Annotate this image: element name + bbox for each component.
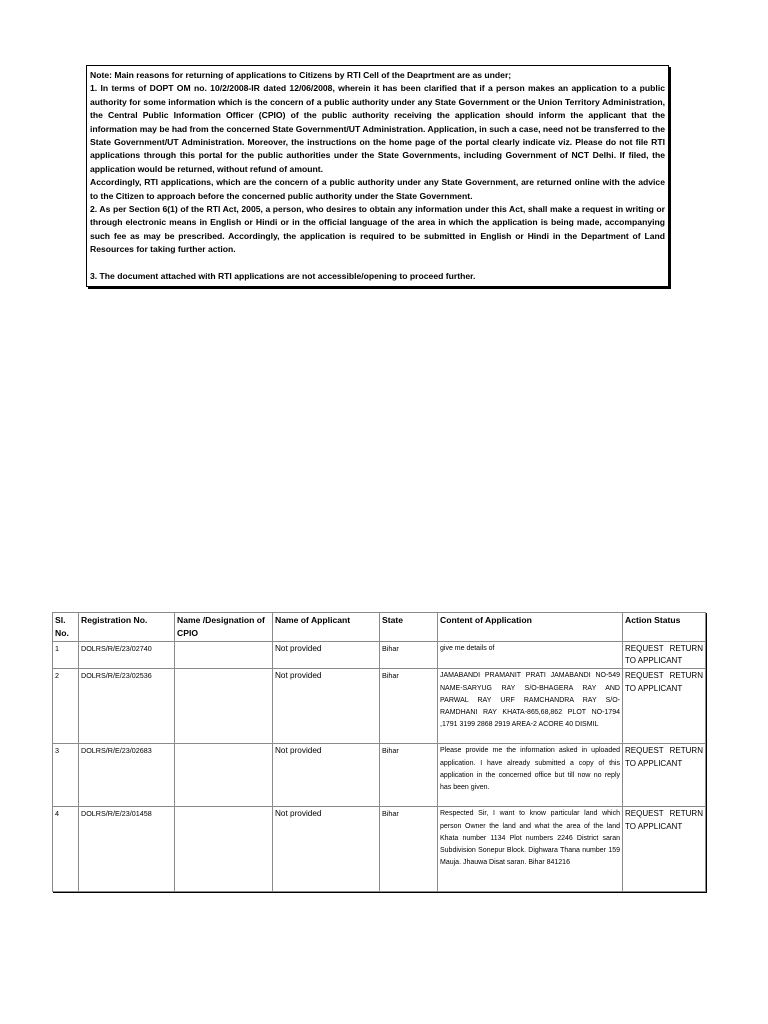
cell-state: Bihar <box>380 744 438 807</box>
cell-content: Respected Sir, I want to know particular land which person Owner the land and what the area of the land Khata number 1134 Plot numbers 2246 District saran Subdivision Sonepur Block. Dighwara Thana number 159 Mauja. Jhauwa Disat saran. Bihar 841216 <box>438 807 623 892</box>
note-point-3: 3. The document attached with RTI applications are not accessible/opening to proceed further. <box>90 271 476 282</box>
note-point-2: 2. As per Section 6(1) of the RTI Act, 2005, a person, who desires to obtain any information under this Act, shall make a request in writing or through electronic means in English or Hindi or in the official language of the area in which the application is being made, accompanying such fee as may be prescribed. Accordingly, the application is required to be submitted in English or Hindi in the Department of Land Resources for taking further action. <box>90 204 665 255</box>
cell-action-status: REQUEST RETURN TO APPLICANT <box>623 807 706 892</box>
header-action-status: Action Status <box>623 613 706 642</box>
cell-content: JAMABANDI PRAMANIT PRATI JAMABANDI NO-549 NAME-SARYUG RAY S/O-BHAGERA RAY AND PARWAL RAY URF RAMCHANDRA RAY S/O- RAMDHANI RAY KHATA-865,68,862 PLOT NO-1794 ,1791 3199 2868 2919 AREA-2 ACORE 40 DISMIL <box>438 669 623 744</box>
header-sl-no: Sl. No. <box>53 613 79 642</box>
cell-registration-no: DOLRS/R/E/23/02536 <box>79 669 175 744</box>
cell-content: Please provide me the information asked in uploaded application. I have already submitted a copy of this application in the concerned office but till now no reply has been given. <box>438 744 623 807</box>
rti-applications-table <box>52 612 706 892</box>
cell-applicant: Not provided <box>273 744 380 807</box>
cell-sl-no: 1 <box>53 642 79 669</box>
header-applicant: Name of Applicant <box>273 613 380 642</box>
note-heading: Note: Main reasons for returning of applications to Citizens by RTI Cell of the Deaprtment are as under; <box>90 70 512 80</box>
cell-applicant: Not provided <box>273 807 380 892</box>
cell-action-status: REQUEST RETURN TO APPLICANT <box>623 669 706 744</box>
note-point-1-followup: Accordingly, RTI applications, which are the concern of a public authority under any State Government, are returned online with the advice to the Citizen to approach before the concerned public authority under the State Government. <box>90 177 665 201</box>
cell-state: Bihar <box>380 669 438 744</box>
header-registration-no: Registration No. <box>79 613 175 642</box>
rti-return-reasons-note <box>86 65 669 287</box>
cell-cpio <box>175 807 273 892</box>
table-header-row <box>53 613 706 642</box>
cell-registration-no: DOLRS/R/E/23/02683 <box>79 744 175 807</box>
header-cpio: Name /Designation of CPIO <box>175 613 273 642</box>
note-point-1: 1. In terms of DOPT OM no. 10/2/2008-IR dated 12/06/2008, wherein it has been clarified that if a person makes an application to a public authority for some information which is the concern of a public authority under any State Government or the Union Territory Administration, the Central Public Information Officer (CPIO) of the public authority receiving the application should inform the applicant that the information may be had from the concerned State Government/UT Administration. Application, in such a case, need not be transferred to the State Government/UT Administration. Moreover, the instructions on the home page of the portal clearly indicate viz. Please do not file RTI applications through this portal for the public authorities under the State Governments, including Government of NCT Delhi. If filed, the application would be returned, without refund of amount. <box>90 83 665 174</box>
cell-state: Bihar <box>380 807 438 892</box>
cell-state: Bihar <box>380 642 438 669</box>
cell-applicant: Not provided <box>273 642 380 669</box>
cell-sl-no: 4 <box>53 807 79 892</box>
cell-content: give me details of <box>438 642 623 669</box>
cell-cpio <box>175 642 273 669</box>
cell-action-status: REQUEST RETURN TO APPLICANT <box>623 642 706 669</box>
cell-registration-no: DOLRS/R/E/23/01458 <box>79 807 175 892</box>
cell-cpio <box>175 744 273 807</box>
table-row <box>53 642 706 669</box>
header-state: State <box>380 613 438 642</box>
table-row <box>53 807 706 892</box>
cell-applicant: Not provided <box>273 669 380 744</box>
header-content: Content of Application <box>438 613 623 642</box>
table-row <box>53 744 706 807</box>
cell-action-status: REQUEST RETURN TO APPLICANT <box>623 744 706 807</box>
cell-registration-no: DOLRS/R/E/23/02740 <box>79 642 175 669</box>
cell-cpio <box>175 669 273 744</box>
cell-sl-no: 3 <box>53 744 79 807</box>
cell-sl-no: 2 <box>53 669 79 744</box>
table-row <box>53 669 706 744</box>
